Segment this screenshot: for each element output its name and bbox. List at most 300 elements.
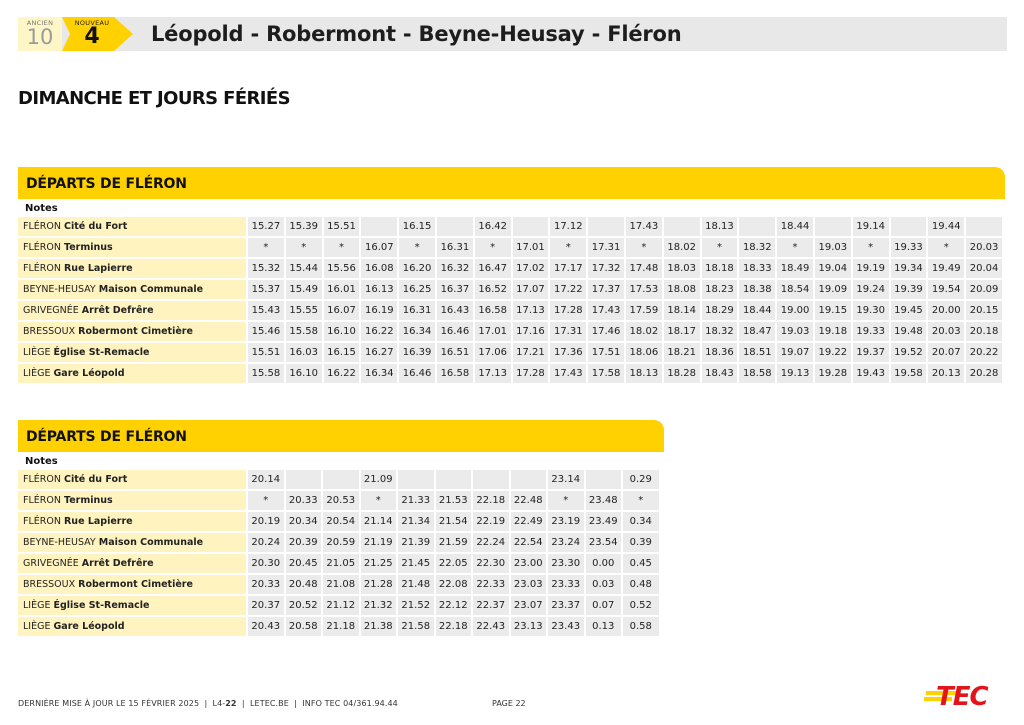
- timetable-1: [16, 215, 1004, 385]
- page-number: PAGE 22: [492, 699, 526, 708]
- table-row: [18, 301, 1002, 320]
- departure-time: 16.20: [399, 259, 435, 278]
- departure-time: 20.43: [248, 617, 284, 636]
- departure-time: 20.37: [248, 596, 284, 615]
- departure-time: 16.07: [324, 301, 360, 320]
- departure-time: 15.58: [248, 364, 284, 383]
- departure-time: 18.13: [702, 217, 738, 236]
- departure-time: [513, 217, 549, 236]
- departure-time: 21.25: [361, 554, 397, 573]
- departure-time: 22.18: [436, 617, 472, 636]
- departure-time: 18.17: [664, 322, 700, 341]
- separator: |: [294, 699, 298, 708]
- departure-time: 22.08: [436, 575, 472, 594]
- stop-town: FLÉRON: [23, 474, 61, 485]
- departure-time: 16.52: [475, 280, 511, 299]
- departure-time: 15.51: [324, 217, 360, 236]
- departure-time: 20.24: [248, 533, 284, 552]
- departure-time: 23.48: [586, 491, 622, 510]
- departure-time: 19.33: [853, 322, 889, 341]
- departure-time: 16.34: [399, 322, 435, 341]
- departure-time: 16.27: [361, 343, 397, 362]
- departure-time: 19.22: [815, 343, 851, 362]
- departure-time: 15.55: [286, 301, 322, 320]
- table-row: [18, 343, 1002, 362]
- departure-time: 15.44: [286, 259, 322, 278]
- line-reference: [213, 699, 237, 708]
- departure-time: 20.54: [323, 512, 359, 531]
- departure-time: 19.04: [815, 259, 851, 278]
- departure-time: *: [626, 238, 662, 257]
- departure-time: 15.39: [286, 217, 322, 236]
- departure-time: 18.14: [664, 301, 700, 320]
- departure-time: 22.37: [473, 596, 509, 615]
- departure-time: 17.28: [513, 364, 549, 383]
- departure-time: 18.44: [777, 217, 813, 236]
- old-line-label: ANCIEN: [26, 19, 54, 27]
- departure-time: 16.34: [361, 364, 397, 383]
- departure-time: 18.36: [702, 343, 738, 362]
- departure-time: [323, 470, 359, 489]
- table-row: [18, 238, 1002, 257]
- departure-time: 20.00: [928, 301, 964, 320]
- departure-time: 21.39: [398, 533, 434, 552]
- departure-time: 21.58: [398, 617, 434, 636]
- departure-time: *: [550, 238, 586, 257]
- svg-text:TEC: TEC: [936, 682, 988, 712]
- departure-time: 19.13: [777, 364, 813, 383]
- new-line-label: NOUVEAU: [74, 19, 110, 27]
- table-row: [18, 617, 659, 636]
- departure-time: 16.58: [437, 364, 473, 383]
- departure-time: 20.33: [248, 575, 284, 594]
- departure-time: 18.32: [702, 322, 738, 341]
- departure-time: [511, 470, 547, 489]
- departure-time: 18.47: [739, 322, 775, 341]
- section-title: DÉPARTS DE FLÉRON: [18, 420, 664, 452]
- departure-time: [664, 217, 700, 236]
- departure-time: 22.33: [473, 575, 509, 594]
- stop-place: Cité du Fort: [63, 221, 128, 232]
- table-row: [18, 364, 1002, 383]
- stop-name: [18, 364, 246, 383]
- notes-label: Notes: [25, 203, 58, 214]
- departure-time: 19.18: [815, 322, 851, 341]
- timetable-2: [16, 468, 661, 638]
- departure-time: 17.01: [513, 238, 549, 257]
- website-link[interactable]: LETEC.BE: [250, 699, 289, 708]
- stop-town: FLÉRON: [23, 221, 61, 232]
- departure-time: 21.09: [361, 470, 397, 489]
- departure-time: 20.33: [286, 491, 322, 510]
- departure-time: 16.22: [324, 364, 360, 383]
- departure-time: 16.39: [399, 343, 435, 362]
- departure-time: 17.06: [475, 343, 511, 362]
- departure-time: [739, 217, 775, 236]
- departure-time: *: [361, 491, 397, 510]
- departure-time: [473, 470, 509, 489]
- departure-time: 21.08: [323, 575, 359, 594]
- departure-time: 18.08: [664, 280, 700, 299]
- departure-time: 21.05: [323, 554, 359, 573]
- table-row: [18, 470, 659, 489]
- departure-time: [586, 470, 622, 489]
- departure-time: 20.03: [966, 238, 1002, 257]
- departure-time: 16.31: [399, 301, 435, 320]
- stop-name: [18, 470, 246, 489]
- departure-time: 17.32: [588, 259, 624, 278]
- stop-place: Robermont Cimetière: [78, 579, 193, 590]
- departure-time: 23.37: [548, 596, 584, 615]
- departure-time: *: [777, 238, 813, 257]
- departure-time: 0.13: [586, 617, 622, 636]
- stop-name: [18, 238, 246, 257]
- departure-time: 17.37: [588, 280, 624, 299]
- departure-time: 18.58: [739, 364, 775, 383]
- departure-time: 20.22: [966, 343, 1002, 362]
- departure-time: 16.37: [437, 280, 473, 299]
- departure-time: [436, 470, 472, 489]
- departure-time: 21.18: [323, 617, 359, 636]
- departure-time: 17.02: [513, 259, 549, 278]
- departure-time: 20.34: [286, 512, 322, 531]
- table-row: [18, 259, 1002, 278]
- departure-time: 18.02: [664, 238, 700, 257]
- departure-time: 23.33: [548, 575, 584, 594]
- departure-time: 20.45: [286, 554, 322, 573]
- departure-time: 0.03: [586, 575, 622, 594]
- table-row: [18, 217, 1002, 236]
- departure-time: 21.28: [361, 575, 397, 594]
- departure-time: 17.59: [626, 301, 662, 320]
- departure-time: 17.31: [588, 238, 624, 257]
- stop-town: BEYNE-HEUSAY: [23, 537, 96, 548]
- table-row: [18, 512, 659, 531]
- old-line-badge: [18, 17, 62, 51]
- departure-time: 16.22: [361, 322, 397, 341]
- departure-time: 19.07: [777, 343, 813, 362]
- departure-time: 19.03: [777, 322, 813, 341]
- stop-town: LIÈGE: [23, 621, 51, 632]
- stop-name: [18, 533, 246, 552]
- departure-time: 19.14: [853, 217, 889, 236]
- departure-time: 21.12: [323, 596, 359, 615]
- departure-time: 20.18: [966, 322, 1002, 341]
- departure-time: 20.58: [286, 617, 322, 636]
- table-row: [18, 554, 659, 573]
- stop-place: Rue Lapierre: [63, 516, 133, 527]
- departure-time: 18.32: [739, 238, 775, 257]
- new-line-badge: [62, 17, 133, 51]
- departure-time: 20.52: [286, 596, 322, 615]
- departure-time: 0.00: [586, 554, 622, 573]
- stop-name: [18, 280, 246, 299]
- departure-time: 0.39: [623, 533, 659, 552]
- stop-town: GRIVEGNÉE: [23, 305, 79, 316]
- departure-time: 17.16: [513, 322, 549, 341]
- departure-time: 23.30: [548, 554, 584, 573]
- stop-place: Rue Lapierre: [63, 263, 133, 274]
- departure-time: 18.33: [739, 259, 775, 278]
- departure-time: 15.51: [248, 343, 284, 362]
- departure-time: *: [853, 238, 889, 257]
- stop-place: Gare Léopold: [53, 368, 125, 379]
- departure-time: 19.15: [815, 301, 851, 320]
- departure-time: 23.14: [548, 470, 584, 489]
- departure-time: 15.37: [248, 280, 284, 299]
- timetable-section-1: [18, 167, 1005, 385]
- departure-time: *: [248, 238, 284, 257]
- timetable-section-2: [18, 420, 664, 638]
- departure-time: 18.21: [664, 343, 700, 362]
- departure-time: 16.43: [437, 301, 473, 320]
- departure-time: 16.01: [324, 280, 360, 299]
- departure-time: 17.58: [588, 364, 624, 383]
- departure-time: 20.03: [928, 322, 964, 341]
- stop-name: [18, 575, 246, 594]
- departure-time: 22.30: [473, 554, 509, 573]
- departure-time: 17.07: [513, 280, 549, 299]
- departure-time: 19.28: [815, 364, 851, 383]
- departure-time: [398, 470, 434, 489]
- stop-place: Robermont Cimetière: [78, 326, 193, 337]
- departure-time: 17.51: [588, 343, 624, 362]
- old-line-number: 10: [26, 25, 54, 49]
- separator: |: [204, 699, 208, 708]
- departure-time: 22.05: [436, 554, 472, 573]
- departure-time: [966, 217, 1002, 236]
- departure-time: 20.13: [928, 364, 964, 383]
- section-title: DÉPARTS DE FLÉRON: [18, 167, 1005, 199]
- departure-time: 18.02: [626, 322, 662, 341]
- departure-time: *: [928, 238, 964, 257]
- departure-time: 16.03: [286, 343, 322, 362]
- departure-time: 20.07: [928, 343, 964, 362]
- departure-time: 15.27: [248, 217, 284, 236]
- departure-time: 19.09: [815, 280, 851, 299]
- departure-time: 18.43: [702, 364, 738, 383]
- departure-time: 16.32: [437, 259, 473, 278]
- stop-town: FLÉRON: [23, 516, 61, 527]
- departure-time: 18.06: [626, 343, 662, 362]
- stop-name: [18, 301, 246, 320]
- departure-time: 19.54: [928, 280, 964, 299]
- departure-time: *: [702, 238, 738, 257]
- departure-time: *: [286, 238, 322, 257]
- stop-name: [18, 554, 246, 573]
- stop-place: Terminus: [63, 242, 113, 253]
- departure-time: 18.54: [777, 280, 813, 299]
- departure-time: 16.31: [437, 238, 473, 257]
- departure-time: 16.42: [475, 217, 511, 236]
- stop-place: Maison Communale: [98, 537, 204, 548]
- stop-place: Terminus: [63, 495, 113, 506]
- departure-time: 23.24: [548, 533, 584, 552]
- departure-time: 19.00: [777, 301, 813, 320]
- departure-time: 16.58: [475, 301, 511, 320]
- departure-time: 18.51: [739, 343, 775, 362]
- stop-name: [18, 343, 246, 362]
- departure-time: 0.58: [623, 617, 659, 636]
- departure-time: 16.13: [361, 280, 397, 299]
- stop-town: LIÈGE: [23, 368, 51, 379]
- departure-time: [815, 217, 851, 236]
- departure-time: 18.44: [739, 301, 775, 320]
- last-update: DERNIÈRE MISE À JOUR LE 15 FÉVRIER 2025: [18, 699, 200, 708]
- departure-time: 22.43: [473, 617, 509, 636]
- table-row: [18, 322, 1002, 341]
- departure-time: 18.49: [777, 259, 813, 278]
- departure-time: 21.59: [436, 533, 472, 552]
- table-row: [18, 533, 659, 552]
- departure-time: 15.32: [248, 259, 284, 278]
- separator: |: [241, 699, 245, 708]
- departure-time: 17.48: [626, 259, 662, 278]
- footer-info: [18, 699, 398, 708]
- departure-time: 17.13: [475, 364, 511, 383]
- table-row: [18, 491, 659, 510]
- departure-time: [437, 217, 473, 236]
- departure-time: 16.10: [324, 322, 360, 341]
- departure-time: 21.53: [436, 491, 472, 510]
- stop-town: LIÈGE: [23, 600, 51, 611]
- departure-time: 15.43: [248, 301, 284, 320]
- departure-time: 17.43: [626, 217, 662, 236]
- stop-town: BEYNE-HEUSAY: [23, 284, 96, 295]
- departure-time: 22.24: [473, 533, 509, 552]
- departure-time: 19.37: [853, 343, 889, 362]
- stop-name: [18, 259, 246, 278]
- departure-time: [361, 217, 397, 236]
- departure-time: 0.48: [623, 575, 659, 594]
- departure-time: 21.34: [398, 512, 434, 531]
- stop-town: FLÉRON: [23, 263, 61, 274]
- departure-time: 16.15: [399, 217, 435, 236]
- departure-time: 17.22: [550, 280, 586, 299]
- departure-time: 18.13: [626, 364, 662, 383]
- departure-time: 23.43: [548, 617, 584, 636]
- departure-time: 17.31: [550, 322, 586, 341]
- departure-time: 19.58: [891, 364, 927, 383]
- departure-time: 17.46: [588, 322, 624, 341]
- departure-time: [891, 217, 927, 236]
- departure-time: 15.58: [286, 322, 322, 341]
- departure-time: 0.34: [623, 512, 659, 531]
- departure-time: 0.52: [623, 596, 659, 615]
- info-phone: INFO TEC 04/361.94.44: [302, 699, 398, 708]
- line-ref-page: 22: [225, 699, 237, 708]
- departure-time: 17.13: [513, 301, 549, 320]
- departure-time: 20.39: [286, 533, 322, 552]
- departure-time: 16.10: [286, 364, 322, 383]
- departure-time: 23.54: [586, 533, 622, 552]
- departure-time: 18.29: [702, 301, 738, 320]
- departure-time: 21.48: [398, 575, 434, 594]
- departure-time: 22.12: [436, 596, 472, 615]
- stop-town: BRESSOUX: [23, 326, 76, 337]
- departure-time: 18.28: [664, 364, 700, 383]
- stop-town: FLÉRON: [23, 242, 61, 253]
- departure-time: *: [475, 238, 511, 257]
- departure-time: 16.47: [475, 259, 511, 278]
- departure-time: 23.00: [511, 554, 547, 573]
- departure-time: 21.52: [398, 596, 434, 615]
- stop-name: [18, 617, 246, 636]
- departure-time: 21.32: [361, 596, 397, 615]
- departure-time: 17.17: [550, 259, 586, 278]
- departure-time: 16.19: [361, 301, 397, 320]
- departure-time: 21.54: [436, 512, 472, 531]
- departure-time: 23.49: [586, 512, 622, 531]
- departure-time: 16.25: [399, 280, 435, 299]
- departure-time: 22.19: [473, 512, 509, 531]
- departure-time: *: [623, 491, 659, 510]
- departure-time: 23.07: [511, 596, 547, 615]
- table-row: [18, 280, 1002, 299]
- departure-time: 20.09: [966, 280, 1002, 299]
- departure-time: 21.38: [361, 617, 397, 636]
- departure-time: 17.43: [588, 301, 624, 320]
- departure-time: 23.03: [511, 575, 547, 594]
- departure-time: 19.44: [928, 217, 964, 236]
- departure-time: *: [399, 238, 435, 257]
- departure-time: *: [248, 491, 284, 510]
- stop-town: GRIVEGNÉE: [23, 558, 79, 569]
- stop-place: Église St-Remacle: [53, 600, 150, 611]
- tec-logo-icon: [924, 677, 1008, 713]
- departure-time: 17.28: [550, 301, 586, 320]
- stop-name: [18, 322, 246, 341]
- table-row: [18, 596, 659, 615]
- departure-time: 19.24: [853, 280, 889, 299]
- line-ref-prefix: L4-: [212, 699, 226, 708]
- departure-time: 0.07: [586, 596, 622, 615]
- departure-time: 0.29: [623, 470, 659, 489]
- departure-time: 19.30: [853, 301, 889, 320]
- departure-time: 20.19: [248, 512, 284, 531]
- departure-time: 21.14: [361, 512, 397, 531]
- departure-time: 17.01: [475, 322, 511, 341]
- departure-time: 21.33: [398, 491, 434, 510]
- departure-time: 20.53: [323, 491, 359, 510]
- stop-place: Église St-Remacle: [53, 347, 150, 358]
- departure-time: 16.46: [399, 364, 435, 383]
- departure-time: 22.48: [511, 491, 547, 510]
- departure-time: 23.19: [548, 512, 584, 531]
- departure-time: 19.43: [853, 364, 889, 383]
- departure-time: 19.39: [891, 280, 927, 299]
- departure-time: 18.38: [739, 280, 775, 299]
- departure-time: 16.08: [361, 259, 397, 278]
- day-type-title: DIMANCHE ET JOURS FÉRIÉS: [18, 88, 290, 109]
- departure-time: 20.15: [966, 301, 1002, 320]
- line-header: [18, 17, 1007, 51]
- departure-time: 17.43: [550, 364, 586, 383]
- departure-time: [588, 217, 624, 236]
- departure-time: 21.45: [398, 554, 434, 573]
- departure-time: 23.13: [511, 617, 547, 636]
- notes-label: Notes: [25, 456, 58, 467]
- departure-time: 22.54: [511, 533, 547, 552]
- departure-time: 19.52: [891, 343, 927, 362]
- departure-time: 16.46: [437, 322, 473, 341]
- stop-name: [18, 217, 246, 236]
- departure-time: 20.59: [323, 533, 359, 552]
- departure-time: 19.19: [853, 259, 889, 278]
- departure-time: 16.51: [437, 343, 473, 362]
- departure-time: 22.18: [473, 491, 509, 510]
- departure-time: 0.45: [623, 554, 659, 573]
